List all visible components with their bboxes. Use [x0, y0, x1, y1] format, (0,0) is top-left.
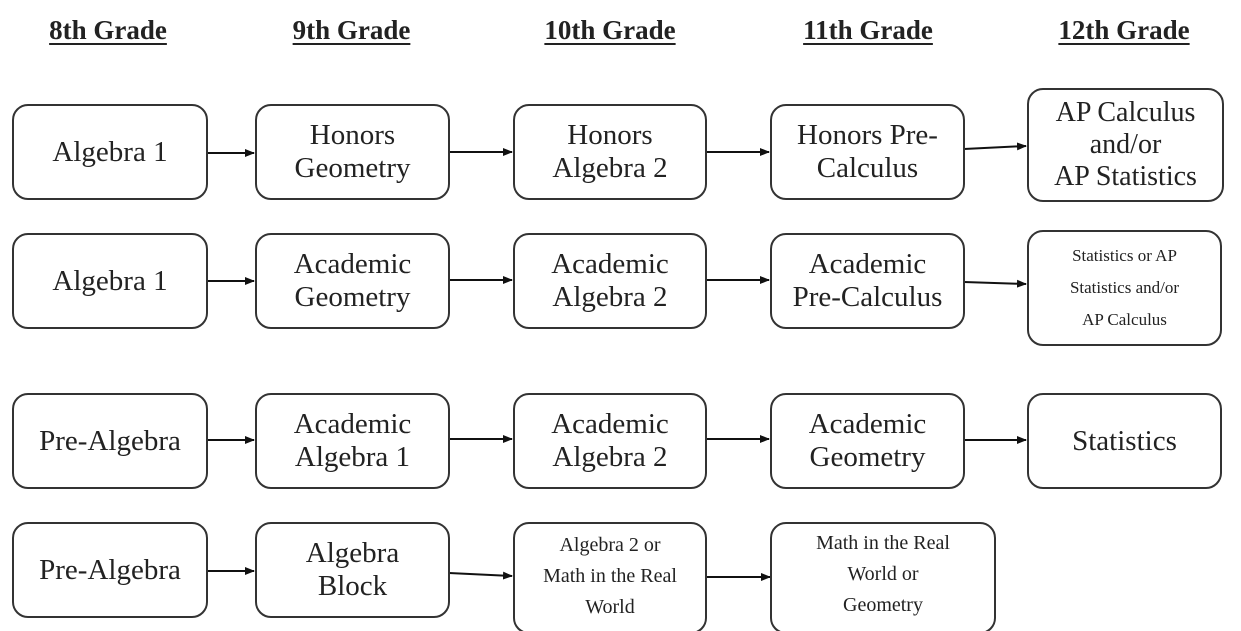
header-11th-grade: 11th Grade — [803, 15, 933, 45]
course-label: Algebra Block — [305, 537, 400, 602]
course-label: AP Calculus and/or AP Statistics — [1054, 97, 1197, 192]
header-12th-grade: 12th Grade — [1058, 15, 1190, 45]
course-box-r4-c1 — [12, 522, 208, 618]
course-label: Honors Geometry — [294, 119, 411, 184]
course-box-r3-c4 — [770, 393, 965, 489]
course-box-r4-c4 — [770, 522, 996, 631]
course-box-r2-c2 — [255, 233, 450, 329]
course-label: Algebra 1 — [52, 135, 168, 168]
arrow-r2-c4 — [964, 282, 1026, 284]
course-label: Academic Algebra 2 — [551, 408, 669, 473]
course-box-r1-c5 — [1027, 88, 1224, 202]
course-box-r4-c2 — [255, 522, 450, 618]
course-label: Academic Geometry — [808, 408, 927, 473]
course-box-r2-c3 — [513, 233, 707, 329]
course-box-r3-c3 — [513, 393, 707, 489]
course-label: Statistics or AP Statistics and/or AP Calculus — [1069, 246, 1180, 329]
course-label: Pre-Algebra — [39, 553, 181, 586]
course-box-r3-c1 — [12, 393, 208, 489]
course-label: Pre-Algebra — [39, 424, 181, 457]
course-box-r4-c3 — [513, 522, 707, 631]
arrow-r1-c4 — [964, 146, 1026, 149]
course-label: Academic Geometry — [293, 248, 412, 313]
course-box-r3-c5 — [1027, 393, 1222, 489]
course-label: Academic Algebra 1 — [293, 408, 412, 473]
arrow-r4-c2 — [449, 573, 512, 576]
course-box-r1-c1 — [12, 104, 208, 200]
course-label: Honors Pre- Calculus — [797, 119, 938, 184]
header-10th-grade: 10th Grade — [544, 15, 676, 45]
course-label: Academic Pre-Calculus — [792, 248, 943, 313]
course-label: Algebra 1 — [52, 264, 168, 297]
course-label: Math in the Real World or Geometry — [816, 532, 950, 616]
course-box-r2-c4 — [770, 233, 965, 329]
course-box-r1-c3 — [513, 104, 707, 200]
course-label: Algebra 2 or Math in the Real World — [543, 534, 677, 618]
course-label: Honors Algebra 2 — [552, 119, 668, 184]
header-9th-grade: 9th Grade — [292, 15, 411, 45]
course-box-r1-c4 — [770, 104, 965, 200]
course-box-r3-c2 — [255, 393, 450, 489]
course-box-r1-c2 — [255, 104, 450, 200]
course-box-r2-c5 — [1027, 230, 1222, 346]
course-box-r2-c1 — [12, 233, 208, 329]
course-label: Statistics — [1072, 424, 1177, 457]
course-label: Academic Algebra 2 — [551, 248, 669, 313]
header-8th-grade: 8th Grade — [49, 15, 167, 45]
